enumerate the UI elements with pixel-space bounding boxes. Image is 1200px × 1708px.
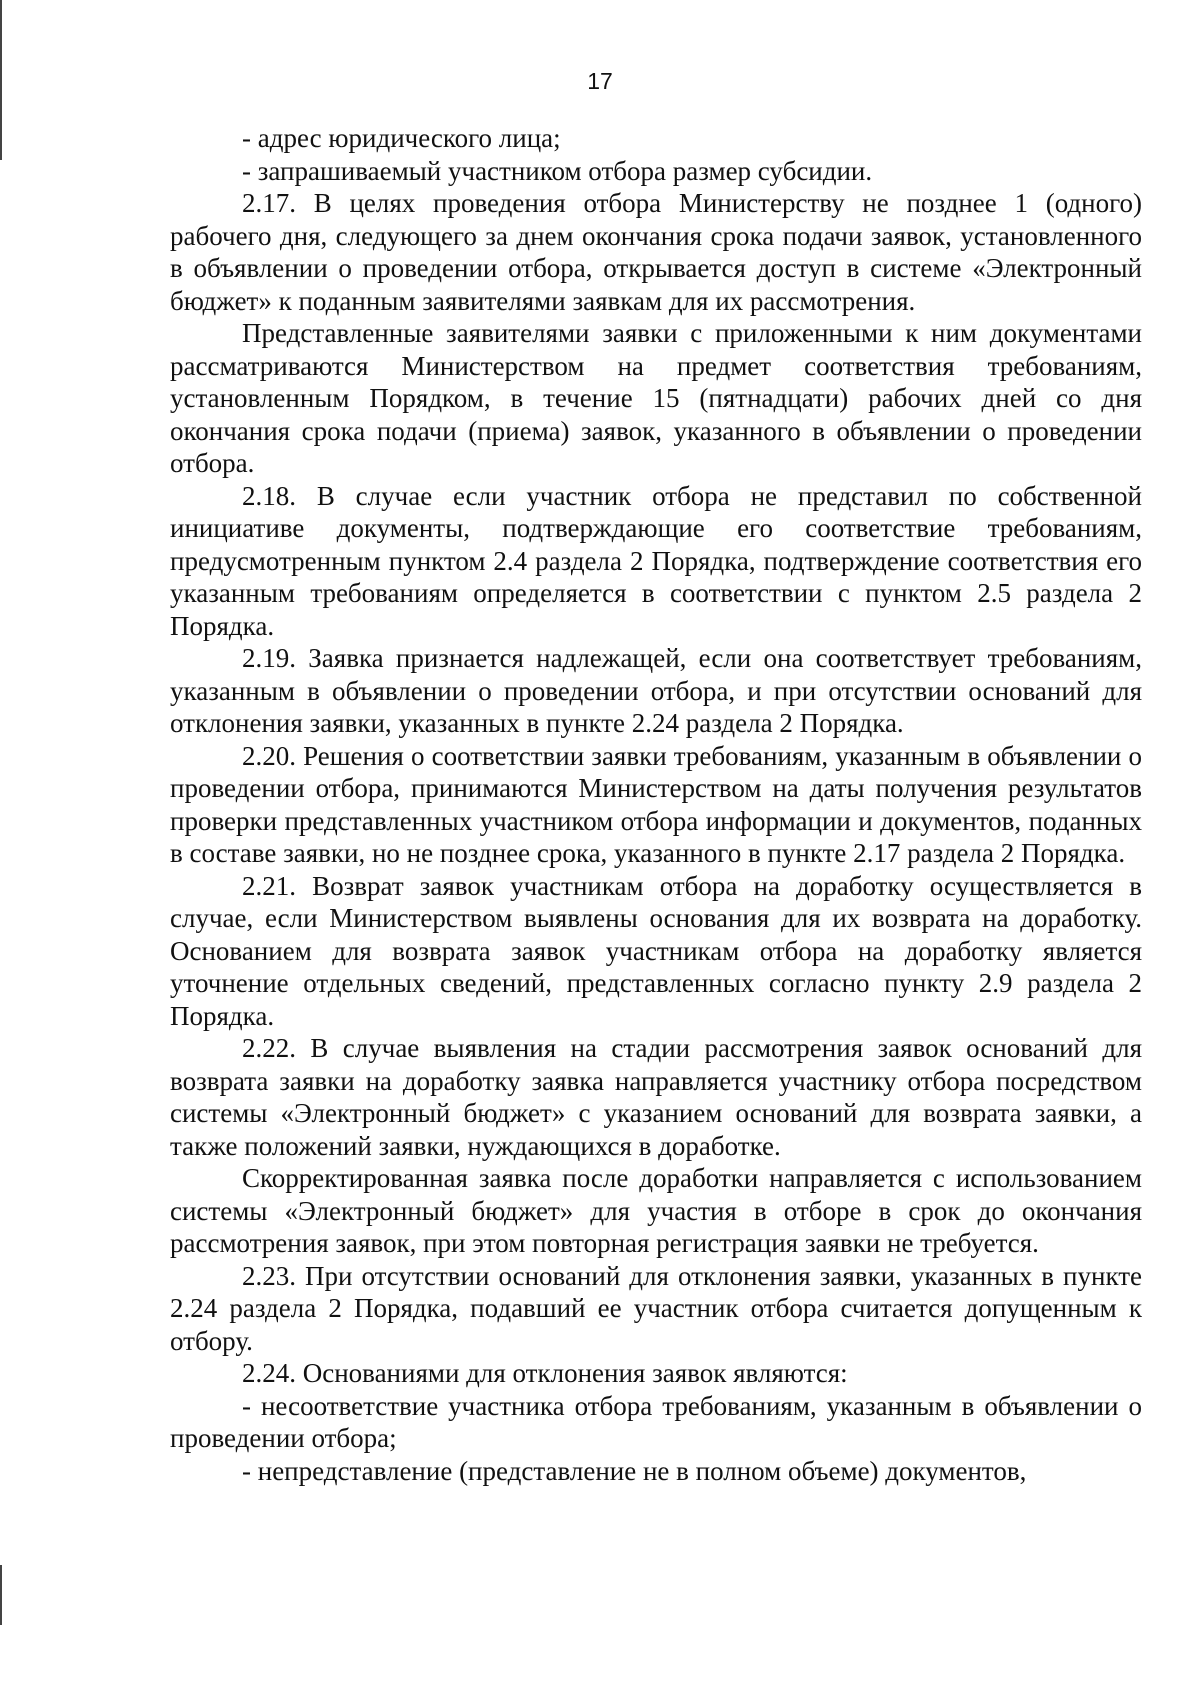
paragraph: Представленные заявителями заявки с приложенными к ним документами рассматриваются Министерством на предмет соответствия требованиям, установленным Порядком, в течение 15 (пятнадцати) рабочих дней со дня окончания срока подачи (приема) заявок, указанного в объявлении о проведении отбора. bbox=[170, 318, 1142, 478]
paragraph: 2.19. Заявка признается надлежащей, если она соответствует требованиям, указанным в объявлении о проведении отбора, и при отсутствии оснований для отклонения заявки, указанных в пункте 2.24 раздела 2 Порядка. bbox=[170, 643, 1142, 738]
list-item: - адрес юридического лица; bbox=[242, 123, 561, 153]
paragraph: 2.17. В целях проведения отбора Министерству не позднее 1 (одного) рабочего дня, следующего за днем окончания срока подачи заявок, установленного в объявлении о проведении отбора, открывается доступ в системе «Электронный бюджет» к поданным заявителями заявкам для их рассмотрения. bbox=[170, 188, 1142, 316]
paragraph: 2.24. Основаниями для отклонения заявок являются: bbox=[242, 1358, 848, 1388]
scan-edge-mark bbox=[0, 1565, 2, 1625]
list-item: - запрашиваемый участником отбора размер субсидии. bbox=[242, 155, 873, 186]
paragraph: 2.23. При отсутствии оснований для отклонения заявки, указанных в пункте 2.24 раздела 2 Порядка, подавший ее участник отбора считается допущенным к отбору. bbox=[170, 1260, 1142, 1356]
list-item: - непредставление (представление не в полном объеме) документов, bbox=[242, 1455, 1027, 1486]
paragraph: 2.18. В случае если участник отбора не представил по собственной инициативе документы, подтверждающие его соответствие требованиям, предусмотренным пунктом 2.4 раздела 2 Порядка, подтверждение соответствия его указанным требованиям определяется в соответствии с пунктом 2.5 раздела 2 Порядка. bbox=[170, 480, 1142, 641]
document-body bbox=[170, 122, 1142, 1487]
page-number: 17 bbox=[587, 68, 613, 94]
paragraph: 2.22. В случае выявления на стадии рассмотрения заявок оснований для возврата заявки на доработку заявка направляется участнику отбора посредством системы «Электронный бюджет» с указанием оснований для возврата заявки, а также положений заявки, нуждающихся в доработке. bbox=[170, 1033, 1142, 1161]
paragraph: Скорректированная заявка после доработки направляется с использованием системы «Электронный бюджет» для участия в отборе в срок до окончания рассмотрения заявок, при этом повторная регистрация заявки не требуется. bbox=[170, 1163, 1142, 1258]
paragraph: 2.21. Возврат заявок участникам отбора на доработку осуществляется в случае, если Министерством выявлены основания для их возврата на доработку. Основанием для возврата заявок участникам отбора на доработку является уточнение отдельных сведений, представленных согласно пункту 2.9 раздела 2 Порядка. bbox=[170, 870, 1142, 1031]
paragraph: 2.20. Решения о соответствии заявки требованиям, указанным в объявлении о проведении отбора, принимаются Министерством на даты получения результатов проверки представленных участником отбора информации и документов, поданных в составе заявки, но не позднее срока, указанного в пункте 2.17 раздела 2 Порядка. bbox=[170, 740, 1142, 868]
list-item: - несоответствие участника отбора требованиям, указанным в объявлении о проведении отбора; bbox=[170, 1390, 1142, 1453]
